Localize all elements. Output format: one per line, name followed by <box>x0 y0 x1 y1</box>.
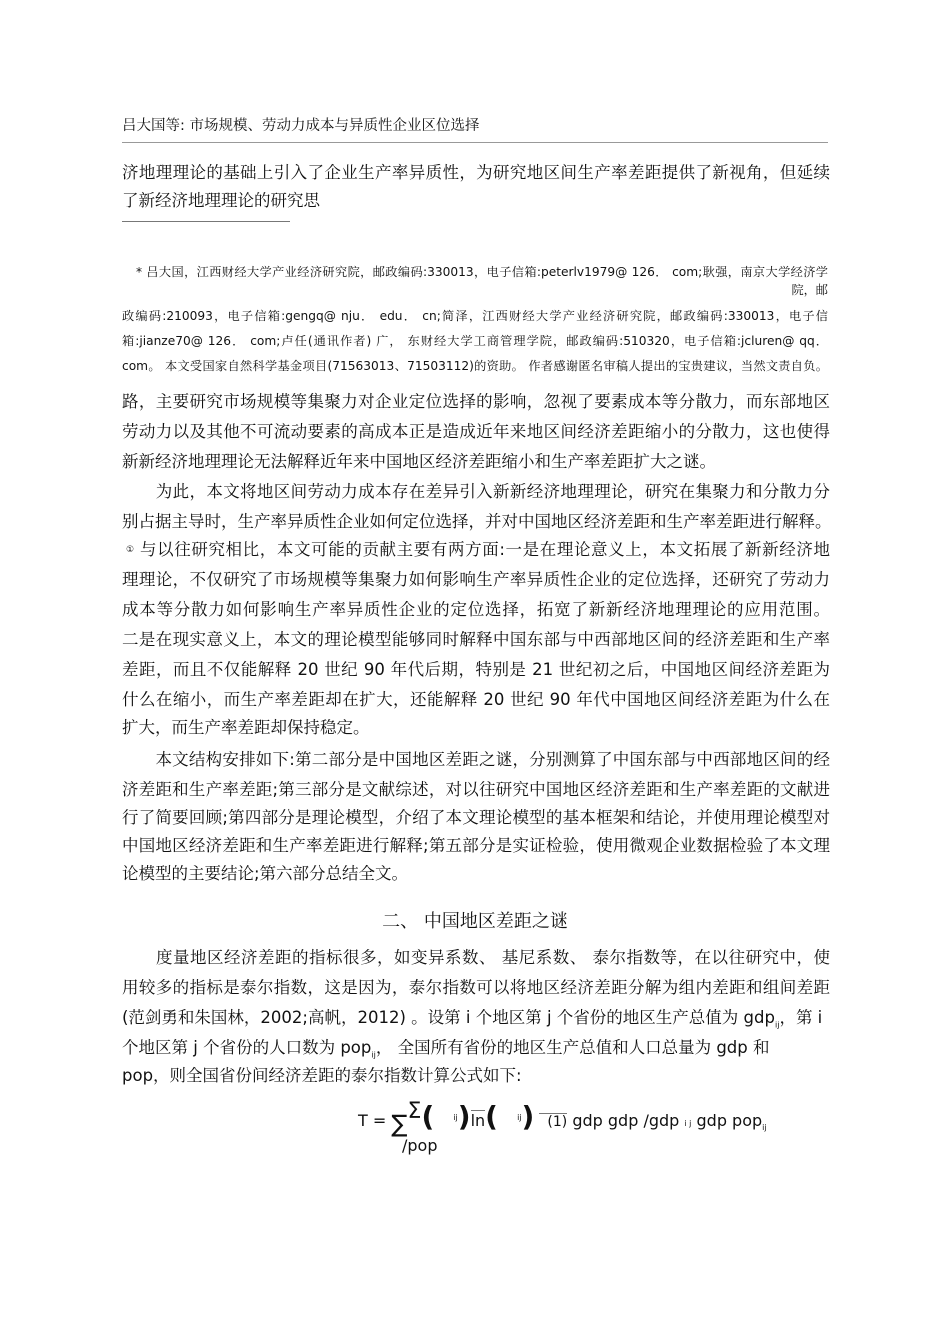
subscript: ij <box>774 1020 780 1030</box>
text-line: 扩大，而生产率差距却保持稳定。 <box>122 718 370 737</box>
text-line: 中国地区经济差距和生产率差距进行解释;第五部分是实证检验，使用微观企业数据检验了本文理 <box>122 836 830 855</box>
text-line: 论模型的主要结论;第六部分总结全文。 <box>122 864 409 883</box>
formula-lhs: T = <box>358 1111 387 1130</box>
subscript: i j <box>684 1119 692 1128</box>
text: ， 全国所有省份的地区生产总值和人口总量为 gdp 和 <box>375 1038 770 1057</box>
footnote-line: com。 本文受国家自然科学基金项目(71563013、71503112)的资助。 作者感谢匿名审稿人提出的宝贵建议，当然文责自负。 <box>122 359 828 373</box>
text-line: 二是在现实意义上，本文的理论模型能够同时解释中国东部与中西部地区间的经济差距和生产率 <box>122 630 830 649</box>
text-line: 济差距和生产率差距;第三部分是文献综述，对以往研究中国地区经济差距和生产率差距的文献进 <box>122 780 830 799</box>
text-line: 路，主要研究市场规模等集聚力对企业定位选择的影响，忽视了要素成本等分散力，而东部地区 <box>122 392 830 411</box>
text-line: 度量地区经济差距的指标很多，如变异系数、 基尼系数、 泰尔指数等，在以往研究中，使 <box>122 948 830 967</box>
text-line: 理理论，不仅研究了市场规模等集聚力如何影响生产率异质性企业的定位选择，还研究了劳动力 <box>122 570 830 589</box>
header-rule <box>122 142 828 143</box>
section-heading: 二、 中国地区差距之谜 <box>382 911 568 932</box>
text-line: pop，则全国省份间经济差距的泰尔指数计算公式如下: <box>122 1066 522 1085</box>
running-header: 吕大国等: 市场规模、劳动力成本与异质性企业区位选择 <box>122 118 480 134</box>
footnote-line: 院，邮 <box>791 283 828 297</box>
footnote-rule <box>122 221 290 222</box>
text-line: 差距，而且不仅能解释 20 世纪 90 年代后期，特别是 21 世纪初之后，中国地区间经济差距为 <box>122 660 830 679</box>
subscript: ij <box>517 1113 522 1122</box>
formula-text: gdp pop <box>696 1111 763 1130</box>
text-line: 什么在缩小，而生产率差距却在扩大，还能解释 20 世纪 90 年代中国地区间经济差距为什么在 <box>122 690 830 709</box>
sum-symbol: ∑ <box>391 1110 408 1138</box>
theil-formula <box>358 1099 767 1155</box>
footnote-line: 政编码:210093，电子信箱:gengq@ nju． edu． cn;简泽，江西财经大学产业经济研究院，邮政编码:330013，电子信 <box>122 309 828 323</box>
footnote-marker[interactable]: ① <box>126 545 135 555</box>
text-line: 济地理理论的基础上引入了企业生产率异质性，为研究地区间生产率差距提供了新视角，但延续 <box>122 163 830 182</box>
subscript: ij <box>453 1113 458 1122</box>
sum-symbol: Σ <box>407 1099 422 1124</box>
paren: ) <box>457 1100 471 1133</box>
equation-number: (1) <box>539 1113 567 1130</box>
text-line: 别占据主导时，生产率异质性企业如何定位选择，并对中国地区经济差距和生产率差距进行解释。 <box>122 512 832 531</box>
footnote-line: 箱:jianze70@ 126． com;卢任(通讯作者) 广， 东财经大学工商管理学院，邮政编码:510320，电子信箱:jcluren@ qq． <box>122 334 828 348</box>
formula-denominator: /pop <box>402 1136 438 1155</box>
text-line: 与以往研究相比，本文可能的贡献主要有两方面:一是在理论意义上，本文拓展了新新经济地 <box>140 540 830 559</box>
paren: ( <box>485 1100 498 1133</box>
text: (范剑勇和朱国林，2002;高帆，2012) 。设第 i 个地区第 j 个省份的地区生产总值为 gdp <box>122 1008 775 1027</box>
text: ，第 i <box>779 1008 823 1027</box>
text-line: 用较多的指标是泰尔指数，这是因为，泰尔指数可以将地区经济差距分解为组内差距和组间差距 <box>122 978 830 997</box>
ln: ln <box>470 1111 486 1130</box>
text-line: 本文结构安排如下:第二部分是中国地区差距之谜，分别测算了中国东部与中西部地区间的经 <box>122 750 830 769</box>
subscript: ij <box>762 1123 767 1133</box>
footnote-line: * 吕大国，江西财经大学产业经济研究院，邮政编码:330013，电子信箱:peterlv1979@ 126． com;耿强，南京大学经济学 <box>136 265 828 279</box>
paren: ) <box>521 1100 535 1133</box>
text-line: 成本等分散力如何影响生产率异质性企业的定位选择，拓宽了新新经济地理理论的应用范围。 <box>122 600 830 619</box>
text-line: 劳动力以及其他不可流动要素的高成本正是造成近年来地区间经济差距缩小的分散力，这也使得 <box>122 422 830 441</box>
paren: ( <box>421 1100 435 1133</box>
text-line <box>122 1038 830 1065</box>
text-line <box>122 1008 830 1035</box>
formula-text: gdp gdp /gdp <box>572 1111 680 1130</box>
text-line: 新新经济地理理论无法解释近年来中国地区经济差距缩小和生产率差距扩大之谜。 <box>122 452 716 471</box>
text: 个地区第 j 个省份的人口数为 pop <box>122 1038 372 1057</box>
subscript: ij <box>371 1050 376 1060</box>
text-line: 了新经济地理理论的研究思 <box>122 191 320 210</box>
text-line: 为此，本文将地区间劳动力成本存在差异引入新新经济地理理论，研究在集聚力和分散力分 <box>122 482 830 501</box>
text-line: 行了简要回顾;第四部分是理论模型，介绍了本文理论模型的基本框架和结论，并使用理论模型对 <box>122 808 830 827</box>
